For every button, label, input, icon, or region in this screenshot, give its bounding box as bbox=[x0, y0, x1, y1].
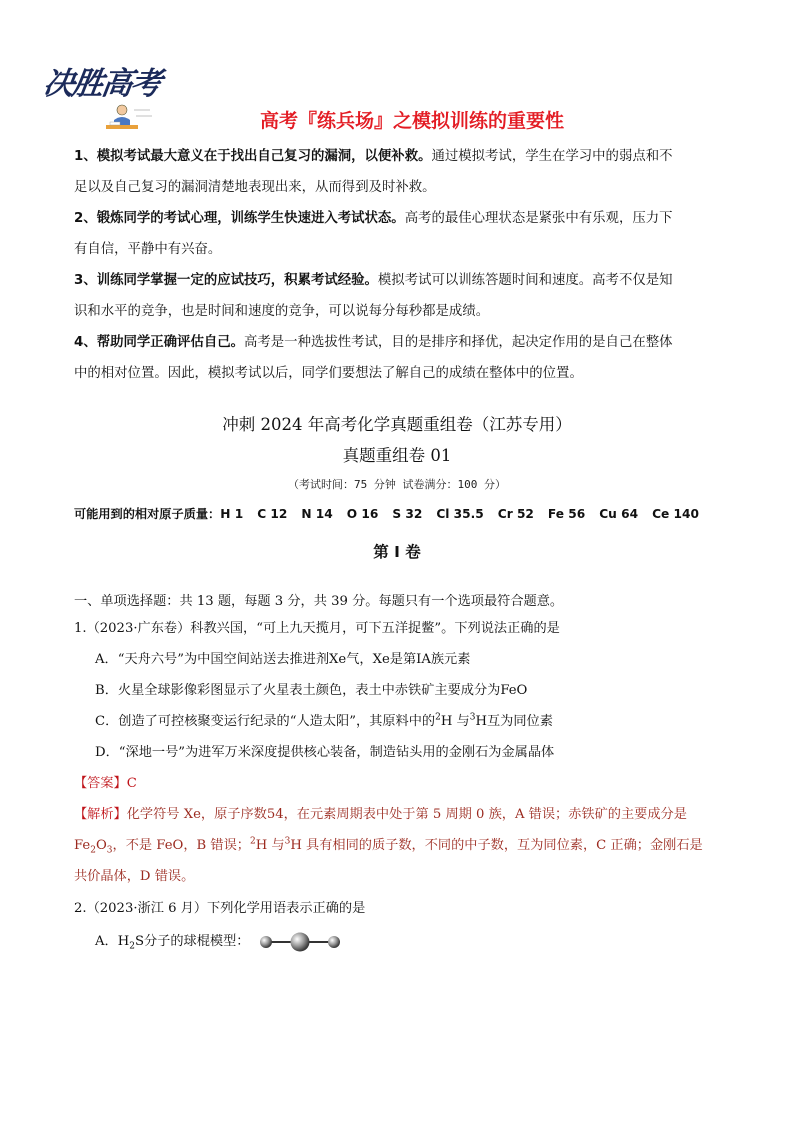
logo-text: 决胜高考 bbox=[40, 66, 163, 102]
atomic-masses bbox=[74, 505, 699, 522]
mass-item: H 1 bbox=[220, 507, 244, 521]
promo-line-5: 3、训练同学掌握一定的应试技巧，积累考试经验。模拟考试可以训练答题时间和速度。高考不仅是知 bbox=[74, 273, 673, 288]
promo-line-2: 足以及自己复习的漏洞清楚地表现出来，从而得到及时补救。 bbox=[74, 180, 436, 195]
mass-item: S 32 bbox=[392, 507, 423, 521]
promo-line-4: 有自信，平静中有兴奋。 bbox=[74, 242, 222, 257]
mass-item: Cr 52 bbox=[497, 507, 534, 521]
mass-item: Cl 35.5 bbox=[436, 507, 484, 521]
answer-value: C bbox=[126, 776, 137, 791]
mass-item: O 16 bbox=[346, 507, 379, 521]
question-1-answer bbox=[74, 772, 734, 791]
mass-item: Ce 140 bbox=[652, 507, 699, 521]
mass-item: Fe 56 bbox=[547, 507, 586, 521]
h2s-ball-stick-model-icon bbox=[258, 931, 342, 953]
question-1-option-c: C．创造了可控核聚变运行纪录的“人造太阳”，其原料中的$^2$H 与$^3$H互为同位素 bbox=[95, 712, 553, 729]
masses-label: 可能用到的相对原子质量： bbox=[74, 507, 221, 521]
question-2-option-a: A．$H_2S$分子的球棍模型： bbox=[95, 930, 755, 953]
promo-line-6: 识和水平的竞争，也是时间和速度的竞争，可以说每分每秒都是成绩。 bbox=[74, 304, 490, 319]
promo-line-8: 中的相对位置。因此，模拟考试以后，同学们要想法了解自己的成绩在整体中的位置。 bbox=[74, 366, 583, 381]
section-instruction: 一、单项选择题：共 13 题，每题 3 分，共 39 分。每题只有一个选项最符合题意。 bbox=[74, 594, 564, 609]
promo-line-1: 1、模拟考试最大意义在于找出自己复习的漏洞，以便补救。通过模拟考试，学生在学习中的弱点和不 bbox=[74, 149, 673, 164]
promo-paragraphs bbox=[74, 141, 728, 389]
mass-item: Cu 64 bbox=[599, 507, 639, 521]
question-1-analysis-line-2: $Fe_2O_3$，不是 FeO，B 错误；$^2$H 与$^3$H 具有相同的质子数，不同的中子数，互为同位素，C 正确；金刚石是 bbox=[74, 836, 703, 856]
question-2-stem: 2.（2023·浙江 6 月）下列化学用语表示正确的是 bbox=[74, 901, 366, 916]
mass-item: N 14 bbox=[301, 507, 333, 521]
promo-line-7: 4、帮助同学正确评估自己。高考是一种选拔性考试，目的是排序和择优，起决定作用的是自己在整体 bbox=[74, 335, 673, 350]
mass-item: C 12 bbox=[257, 507, 288, 521]
question-1-analysis-line-1: 【解析】化学符号 Xe，原子序数54，在元素周期表中处于第 5 周期 0 族，A 错误；赤铁矿的主要成分是 bbox=[74, 807, 687, 822]
analysis-label: 【解析】 bbox=[74, 807, 127, 822]
exam-title: 冲刺 2024 年高考化学真题重组卷（江苏专用） bbox=[222, 415, 572, 434]
exam-note: （考试时间：75 分钟 试卷满分：100 分） bbox=[288, 478, 506, 491]
question-1-option-b: B．火星全球影像彩图显示了火星表土颜色，表土中赤铁矿主要成分为FeO bbox=[95, 683, 528, 698]
answer-label: 【答案】 bbox=[74, 776, 127, 791]
question-1-option-d: D．“深地一号”为进军万米深度提供核心装备，制造钻头用的金刚石为金属晶体 bbox=[95, 745, 555, 760]
exam-subtitle: 真题重组卷 01 bbox=[342, 446, 452, 465]
section-title: 第 I 卷 bbox=[373, 543, 421, 561]
question-1-option-a: A．“天舟六号”为中国空间站送去推进剂Xe气，Xe是第IA族元素 bbox=[95, 652, 471, 667]
promo-line-3: 2、锻炼同学的考试心理，训练学生快速进入考试状态。高考的最佳心理状态是紧张中有乐观，压力下 bbox=[74, 211, 673, 226]
question-1-analysis-line-3: 共价晶体，D 错误。 bbox=[74, 869, 195, 884]
question-1-stem: 1.（2023·广东卷）科教兴国，“可上九天揽月，可下五洋捉鳖”。下列说法正确的是 bbox=[74, 621, 560, 636]
promo-title: 高考『练兵场』之模拟训练的重要性 bbox=[259, 110, 564, 132]
